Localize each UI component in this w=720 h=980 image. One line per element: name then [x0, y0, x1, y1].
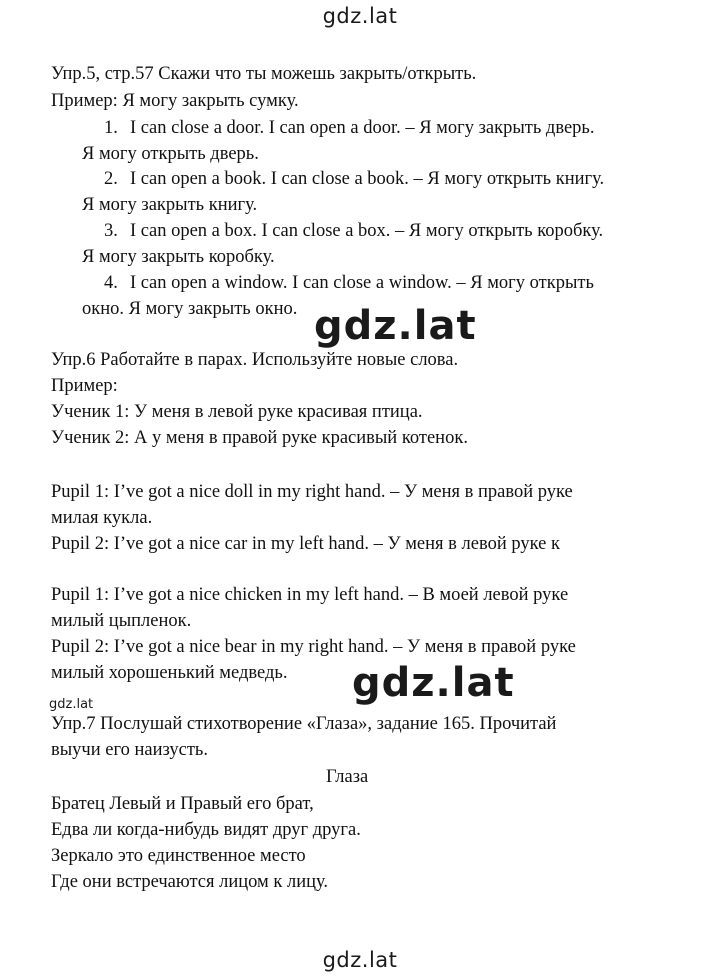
exercise-5-item-3-cont: Я могу закрыть коробку. [82, 247, 275, 267]
poem-title: Глаза [326, 767, 369, 787]
item-text: I can close a door. I can open a door. – Я могу закрыть дверь. [130, 118, 595, 138]
watermark-middle-1: gdz.lat [314, 303, 477, 349]
exercise-6-title: Упр.6 Работайте в парах. Используйте новые слова. [51, 350, 459, 370]
item-number: 3. [104, 221, 118, 241]
item-number: 1. [104, 118, 118, 138]
item-number: 4. [104, 273, 118, 293]
poem-line-3: Зеркало это единственное место [51, 846, 306, 866]
exercise-6-dialogue-line-6: Pupil 2: I’ve got a nice bear in my right hand. – У меня в правой руке [51, 637, 576, 657]
exercise-5-item-4-cont: окно. Я могу закрыть окно. [82, 299, 298, 319]
exercise-6-example-line-1: Ученик 1: У меня в левой руке красивая птица. [51, 402, 423, 422]
poem-line-1: Братец Левый и Правый его брат, [51, 794, 314, 814]
exercise-6-example-line-2: Ученик 2: А у меня в правой руке красивый котенок. [51, 428, 468, 448]
exercise-6-dialogue-line-2: милая кукла. [51, 508, 153, 528]
watermark-top: gdz.lat [322, 4, 398, 28]
exercise-7-title-line-2: выучи его наизусть. [51, 740, 208, 760]
item-number: 2. [104, 169, 118, 189]
exercise-5-item-3 [104, 220, 603, 242]
item-text: I can open a book. I can close a book. – Я могу открыть книгу. [130, 169, 605, 189]
item-text: I can open a box. I can close a box. – Я могу открыть коробку. [130, 221, 604, 241]
exercise-6-dialogue-line-1: Pupil 1: I’ve got a nice doll in my right hand. – У меня в правой руке [51, 482, 573, 502]
watermark-middle-2: gdz.lat [352, 660, 515, 706]
exercise-5-example: Пример: Я могу закрыть сумку. [51, 91, 299, 111]
exercise-6-dialogue-line-7: милый хорошенький медведь. [51, 663, 288, 683]
exercise-5-item-4 [104, 272, 594, 294]
watermark-bottom: gdz.lat [322, 948, 398, 972]
exercise-5-item-1 [104, 117, 595, 139]
exercise-6-dialogue-line-5: милый цыпленок. [51, 611, 192, 631]
exercise-5-item-1-cont: Я могу открыть дверь. [82, 144, 259, 164]
poem-line-4: Где они встречаются лицом к лицу. [51, 872, 329, 892]
exercise-6-dialogue-line-4: Pupil 1: I’ve got a nice chicken in my left hand. – В моей левой руке [51, 585, 569, 605]
exercise-6-dialogue-line-3: Pupil 2: I’ve got a nice car in my left hand. – У меня в левой руке к [51, 534, 560, 554]
exercise-5-item-2-cont: Я могу закрыть книгу. [82, 195, 258, 215]
exercise-5-item-2 [104, 168, 604, 190]
poem-line-2: Едва ли когда-нибудь видят друг друга. [51, 820, 361, 840]
item-text: I can open a window. I can close a window. – Я могу открыть [130, 273, 594, 293]
watermark-small: gdz.lat [49, 697, 94, 712]
exercise-5-title: Упр.5, стр.57 Скажи что ты можешь закрыть/открыть. [51, 64, 477, 84]
exercise-7-title-line-1: Упр.7 Послушай стихотворение «Глаза», задание 165. Прочитай [51, 714, 557, 734]
exercise-6-example-label: Пример: [51, 376, 118, 396]
